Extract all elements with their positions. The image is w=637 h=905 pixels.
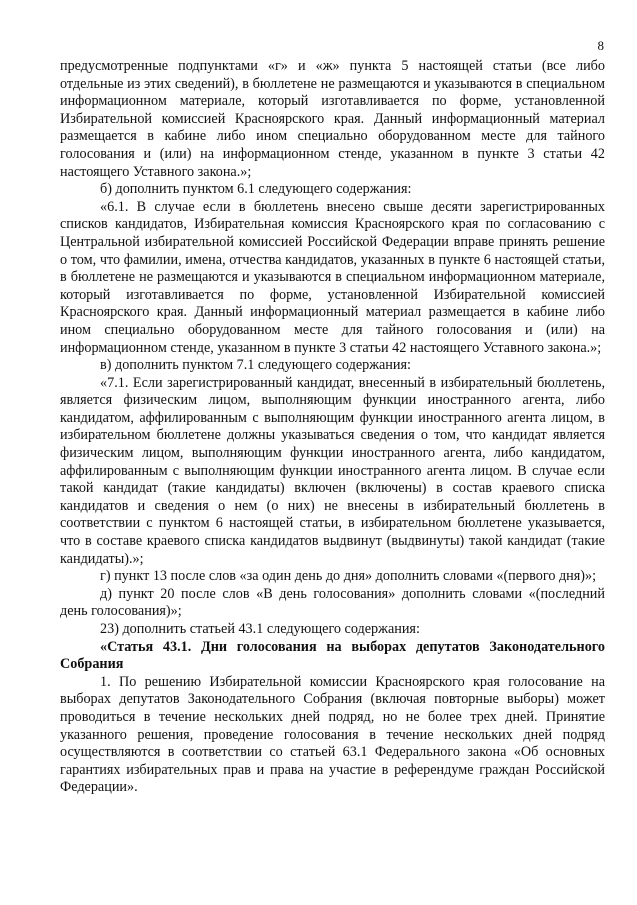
article-heading: «Статья 43.1. Дни голосования на выборах депутатов Законодательного Собрания <box>60 638 605 673</box>
paragraph-item-23: 23) дополнить статьей 43.1 следующего содержания: <box>100 621 420 637</box>
page-number: 8 <box>597 38 604 53</box>
paragraph-continuation: предусмотренные подпунктами «г» и «ж» пункта 5 настоящей статьи (все либо отдельные из этих сведений), в бюллетене не размещаются и указываются в специальном информационном материале, который изготавливается по форме, установленной Избирательной комиссией Красноярского края. Данный информационный материал размещается в кабине либо ином специально оборудованном месте для тайного голосования и (или) на информационном стенде, указанном в пункте 3 статьи 42 настоящего Уставного закона.»; <box>60 58 605 180</box>
paragraph-item-v: в) дополнить пунктом 7.1 следующего содержания: <box>100 357 411 374</box>
paragraph-item-b: б) дополнить пунктом 6.1 следующего содержания: <box>100 181 412 198</box>
paragraph-item-d: д) пункт 20 после слов «В день голосования» дополнить словами «(последний день голосования)»; <box>60 585 605 620</box>
paragraph-article-point-1: 1. По решению Избирательной комиссии Красноярского края голосование на выборах депутатов Законодательного Собрания (включая повторные выборы) может проводиться в течение нескольких дней подряд, но не более трех дней. Принятие указанного решения, проведение голосования в течение нескольких дней подряд осуществляются в соответствии со статьей 63.1 Федерального закона «Об основных гарантиях избирательных прав и права на участие в референдуме граждан Российской Федерации». <box>60 673 605 796</box>
paragraph-clause-7-1: «7.1. Если зарегистрированный кандидат, внесенный в избирательный бюллетень, является физическим лицом, выполняющим функции иностранного агента, либо кандидатом, аффилированным с выполняющим функции иностранного агента лицом, в избирательном бюллетене должны указываться сведения о том, что кандидат является физическим лицом, выполняющим функции иностранного агента, либо кандидатом, аффилированным с выполняющим функции иностранного агента лицом. В случае если такой кандидат (такие кандидаты) включен (включены) в состав краевого списка кандидатов и сведения о нем (о них) не внесены в избирательный бюллетень в соответствии с пунктом 6 настоящей статьи, в избирательном бюллетене указывается, что в составе краевого списка кандидатов выдвинут (выдвинуты) такой кандидат (такие кандидаты).»; <box>60 374 605 567</box>
document-body <box>60 58 605 797</box>
paragraph-clause-6-1: «6.1. В случае если в бюллетень внесено свыше десяти зарегистрированных списков кандидатов, Избирательная комиссия Красноярского края по согласованию с Центральной избирательной комиссией Российской Федерации вправе принять решение о том, что фамилии, имена, отчества кандидатов, указанных в пункте 6 настоящей статьи, в бюллетене не размещаются и указываются в специальном информационном материале, который изготавливается по форме, установленной Избирательной комиссией Красноярского края. Данный информационный материал размещается в кабине либо ином специально оборудованном месте для тайного голосования и (или) на информационном стенде, указанном в пункте 3 статьи 42 настоящего Уставного закона.»; <box>60 198 605 356</box>
paragraph-item-g: г) пункт 13 после слов «за один день до дня» дополнить словами «(первого дня)»; <box>100 568 597 585</box>
